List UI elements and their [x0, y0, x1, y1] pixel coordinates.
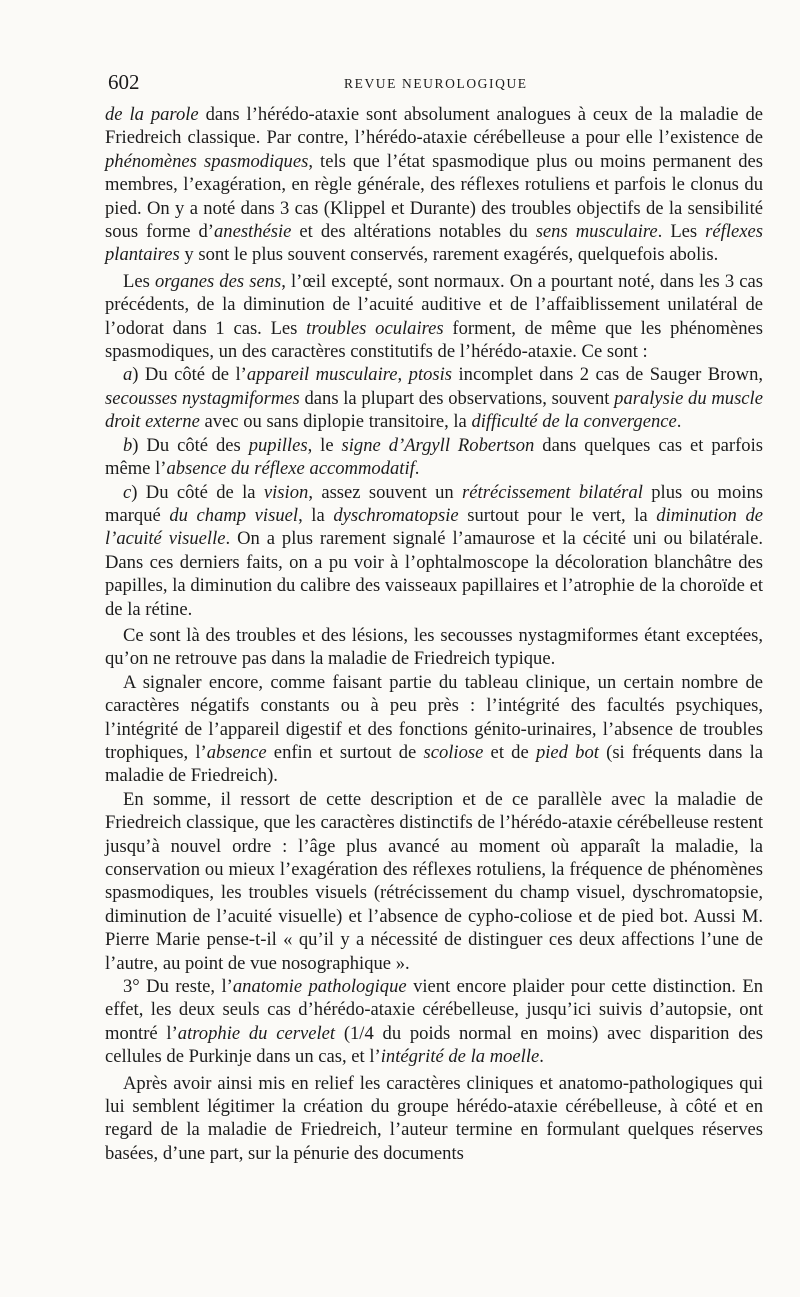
italic-text: a [123, 364, 133, 386]
text-run: 3° Du reste, l’ [123, 976, 233, 998]
paragraph [105, 1072, 763, 1166]
italic-text: anatomie pathologique [232, 976, 407, 998]
italic-text: secousses nystagmiformes [105, 387, 300, 409]
text-run: . On a plus rarement signalé l’amaurose et la cécité uni ou bilatérale. Dans ces derniers faits, on a pu voir à l’ophtalmoscope la décoloration blanchâtre des papilles, la diminution du calibre des vaisseaux papillaires et l’atrophie de la choroïde et de la rétine. [105, 528, 763, 620]
italic-text: organes des sens [154, 270, 282, 292]
text-run: plus ou moins marqué [105, 481, 763, 526]
text-run: forment, de même que les phénomènes spasmodiques, un des caractères constitutifs de l’hérédo-ataxie. Ce sont : [105, 317, 764, 363]
italic-text: réflexes plantaires [105, 221, 763, 266]
text-run: dans l’hérédo-ataxie sont absolument analogues à ceux de la maladie de Friedreich classique. Par contre, l’hérédo-ataxie cérébelleuse a pour elle l’existence de [105, 104, 763, 149]
text-run: avec ou sans diplopie transitoire, la [199, 411, 472, 433]
paragraph [105, 671, 763, 788]
italic-text: anesthésie [213, 221, 292, 243]
text-run: dans la plupart des observations, souvent [299, 387, 615, 409]
paragraph [105, 788, 763, 975]
paragraph [105, 363, 763, 433]
italic-text: intégrité de la moelle [380, 1046, 540, 1068]
text-run: . [676, 411, 682, 433]
italic-text: b [123, 434, 133, 456]
italic-text: absence du réflexe accommodatif [166, 458, 415, 480]
text-run: et des altérations notables du [291, 221, 536, 243]
text-run: . [539, 1046, 544, 1068]
text-run: Ce sont là des troubles et des lésions, les secousses nystagmiformes étant exceptées, qu’on ne retrouve pas dans la maladie de Friedreich typique. [105, 624, 763, 670]
text-run: incomplet dans 2 cas de Sauger Brown, [452, 364, 764, 386]
text-run: , [397, 364, 409, 386]
text-run: , la [298, 504, 334, 526]
text-run: A signaler encore, comme faisant partie du tableau clinique, un certain nombre de caractères négatifs constants ou à peu près : l’intégrité des facultés psychiques, l’intégrité de l’appareil digestif et des fonctions génito-urinaires, l’absence de troubles trophiques, l’ [105, 671, 763, 763]
paragraph [105, 434, 763, 481]
italic-text: c [123, 481, 132, 503]
italic-text: vision [263, 481, 309, 503]
running-title: REVUE NEUROLOGIQUE [344, 76, 528, 91]
text-run: (1/4 du poids normal en moins) avec disparition des cellules de Purkinje dans un cas, et l’ [105, 1022, 763, 1068]
text-run: surtout pour le vert, la [458, 504, 657, 526]
text-run: , tels que l’état spasmodique plus ou moins permanent des membres, l’exagération, en règle générale, des réflexes rotuliens et parfois le clonus du pied. On y a noté dans 3 cas (Klippel et Durante) des troubles objectifs de la sensibilité sous forme d’ [105, 150, 763, 243]
italic-text: pupilles [248, 434, 308, 456]
paragraph [105, 270, 763, 364]
text-run: enfin et surtout de [266, 741, 424, 763]
text-run: Les [123, 270, 155, 292]
text-run: y sont le plus souvent conservés, rarement exagérés, quelquefois abolis. [179, 244, 719, 266]
italic-text: de la parole [105, 104, 199, 125]
italic-text: absence [206, 741, 267, 763]
text-run: , l’œil excepté, sont normaux. On a pourtant noté, dans les 3 cas précédents, de la diminution de l’acuité auditive et de l’affaiblissement unilatéral de l’odorat dans 1 cas. Les [105, 270, 763, 339]
italic-text: diminution de l’acuité visuelle [105, 504, 763, 550]
body-text [105, 103, 763, 1165]
text-run: . Les [657, 221, 706, 243]
text-run: ) Du côté de l’ [132, 364, 247, 386]
italic-text: paralysie du muscle droit externe [105, 387, 763, 433]
text-run: En somme, il ressort de cette description et de ce parallèle avec la maladie de Friedreich classique, que les caractères distinctifs de l’hérédo-ataxie cérébelleuse restent jusqu’à nouvel ordre : l’âge plus avancé au moment où apparaît la maladie, la conservation ou mieux l’exagération des réflexes rotuliens, la fréquence de phénomènes spasmodiques, les troubles visuels (rétrécissement du champ visuel, dyschromatopsie, diminution de l’acuité visuelle) et l’absence de cypho-coliose et de pied bot. Aussi M. Pierre Marie pense-t-il « qu’il y a nécessité de distinguer ces deux affections l’une de l’autre, au point de vue nosographique ». [105, 788, 763, 974]
italic-text: ptosis [408, 364, 453, 386]
italic-text: du champ visuel [169, 504, 299, 526]
italic-text: sens musculaire [535, 221, 658, 243]
text-run: et de [483, 741, 536, 763]
text-run: Après avoir ainsi mis en relief les caractères cliniques et anatomo-pathologiques qui lui semblent légitimer la création du groupe hérédo-ataxie cérébelleuse, à côté et en regard de la maladie de Friedreich, l’auteur termine en formulant quelques réserves basées, d’une part, sur la pénurie des documents [105, 1072, 763, 1164]
italic-text: rétrécissement bilatéral [462, 481, 643, 503]
italic-text: troubles oculaires [306, 317, 444, 339]
text-run: . [414, 458, 420, 480]
text-run: , assez souvent un [308, 481, 463, 503]
italic-text: scoliose [423, 741, 484, 763]
page-header [108, 70, 768, 96]
text-run: (si fréquents dans la maladie de Friedreich). [105, 741, 764, 787]
page-number: 602 [108, 70, 140, 94]
italic-text: signe d’Argyll Robertson [341, 434, 535, 456]
text-run: dans quelques cas et parfois même l’ [105, 434, 763, 480]
italic-text: difficulté de la convergence [471, 411, 677, 433]
italic-text: atrophie du cervelet [177, 1022, 336, 1044]
italic-text: appareil musculaire [246, 364, 398, 386]
text-run: ) Du côté des [132, 434, 249, 456]
italic-text: dyschromatopsie [333, 504, 459, 526]
paragraph [105, 481, 763, 621]
paragraph [105, 975, 763, 1069]
text-run: , le [307, 434, 342, 456]
text-run: vient encore plaider pour cette distinction. En effet, les deux seuls cas d’hérédo-ataxie cérébelleuse, jusqu’ici suivis d’autopsie, ont montré l’ [105, 976, 763, 1044]
italic-text: pied bot [535, 741, 599, 763]
paragraph [105, 624, 763, 671]
paragraph [105, 103, 763, 267]
italic-text: phénomènes spasmodiques [105, 150, 309, 172]
text-run: ) Du côté de la [131, 481, 264, 503]
